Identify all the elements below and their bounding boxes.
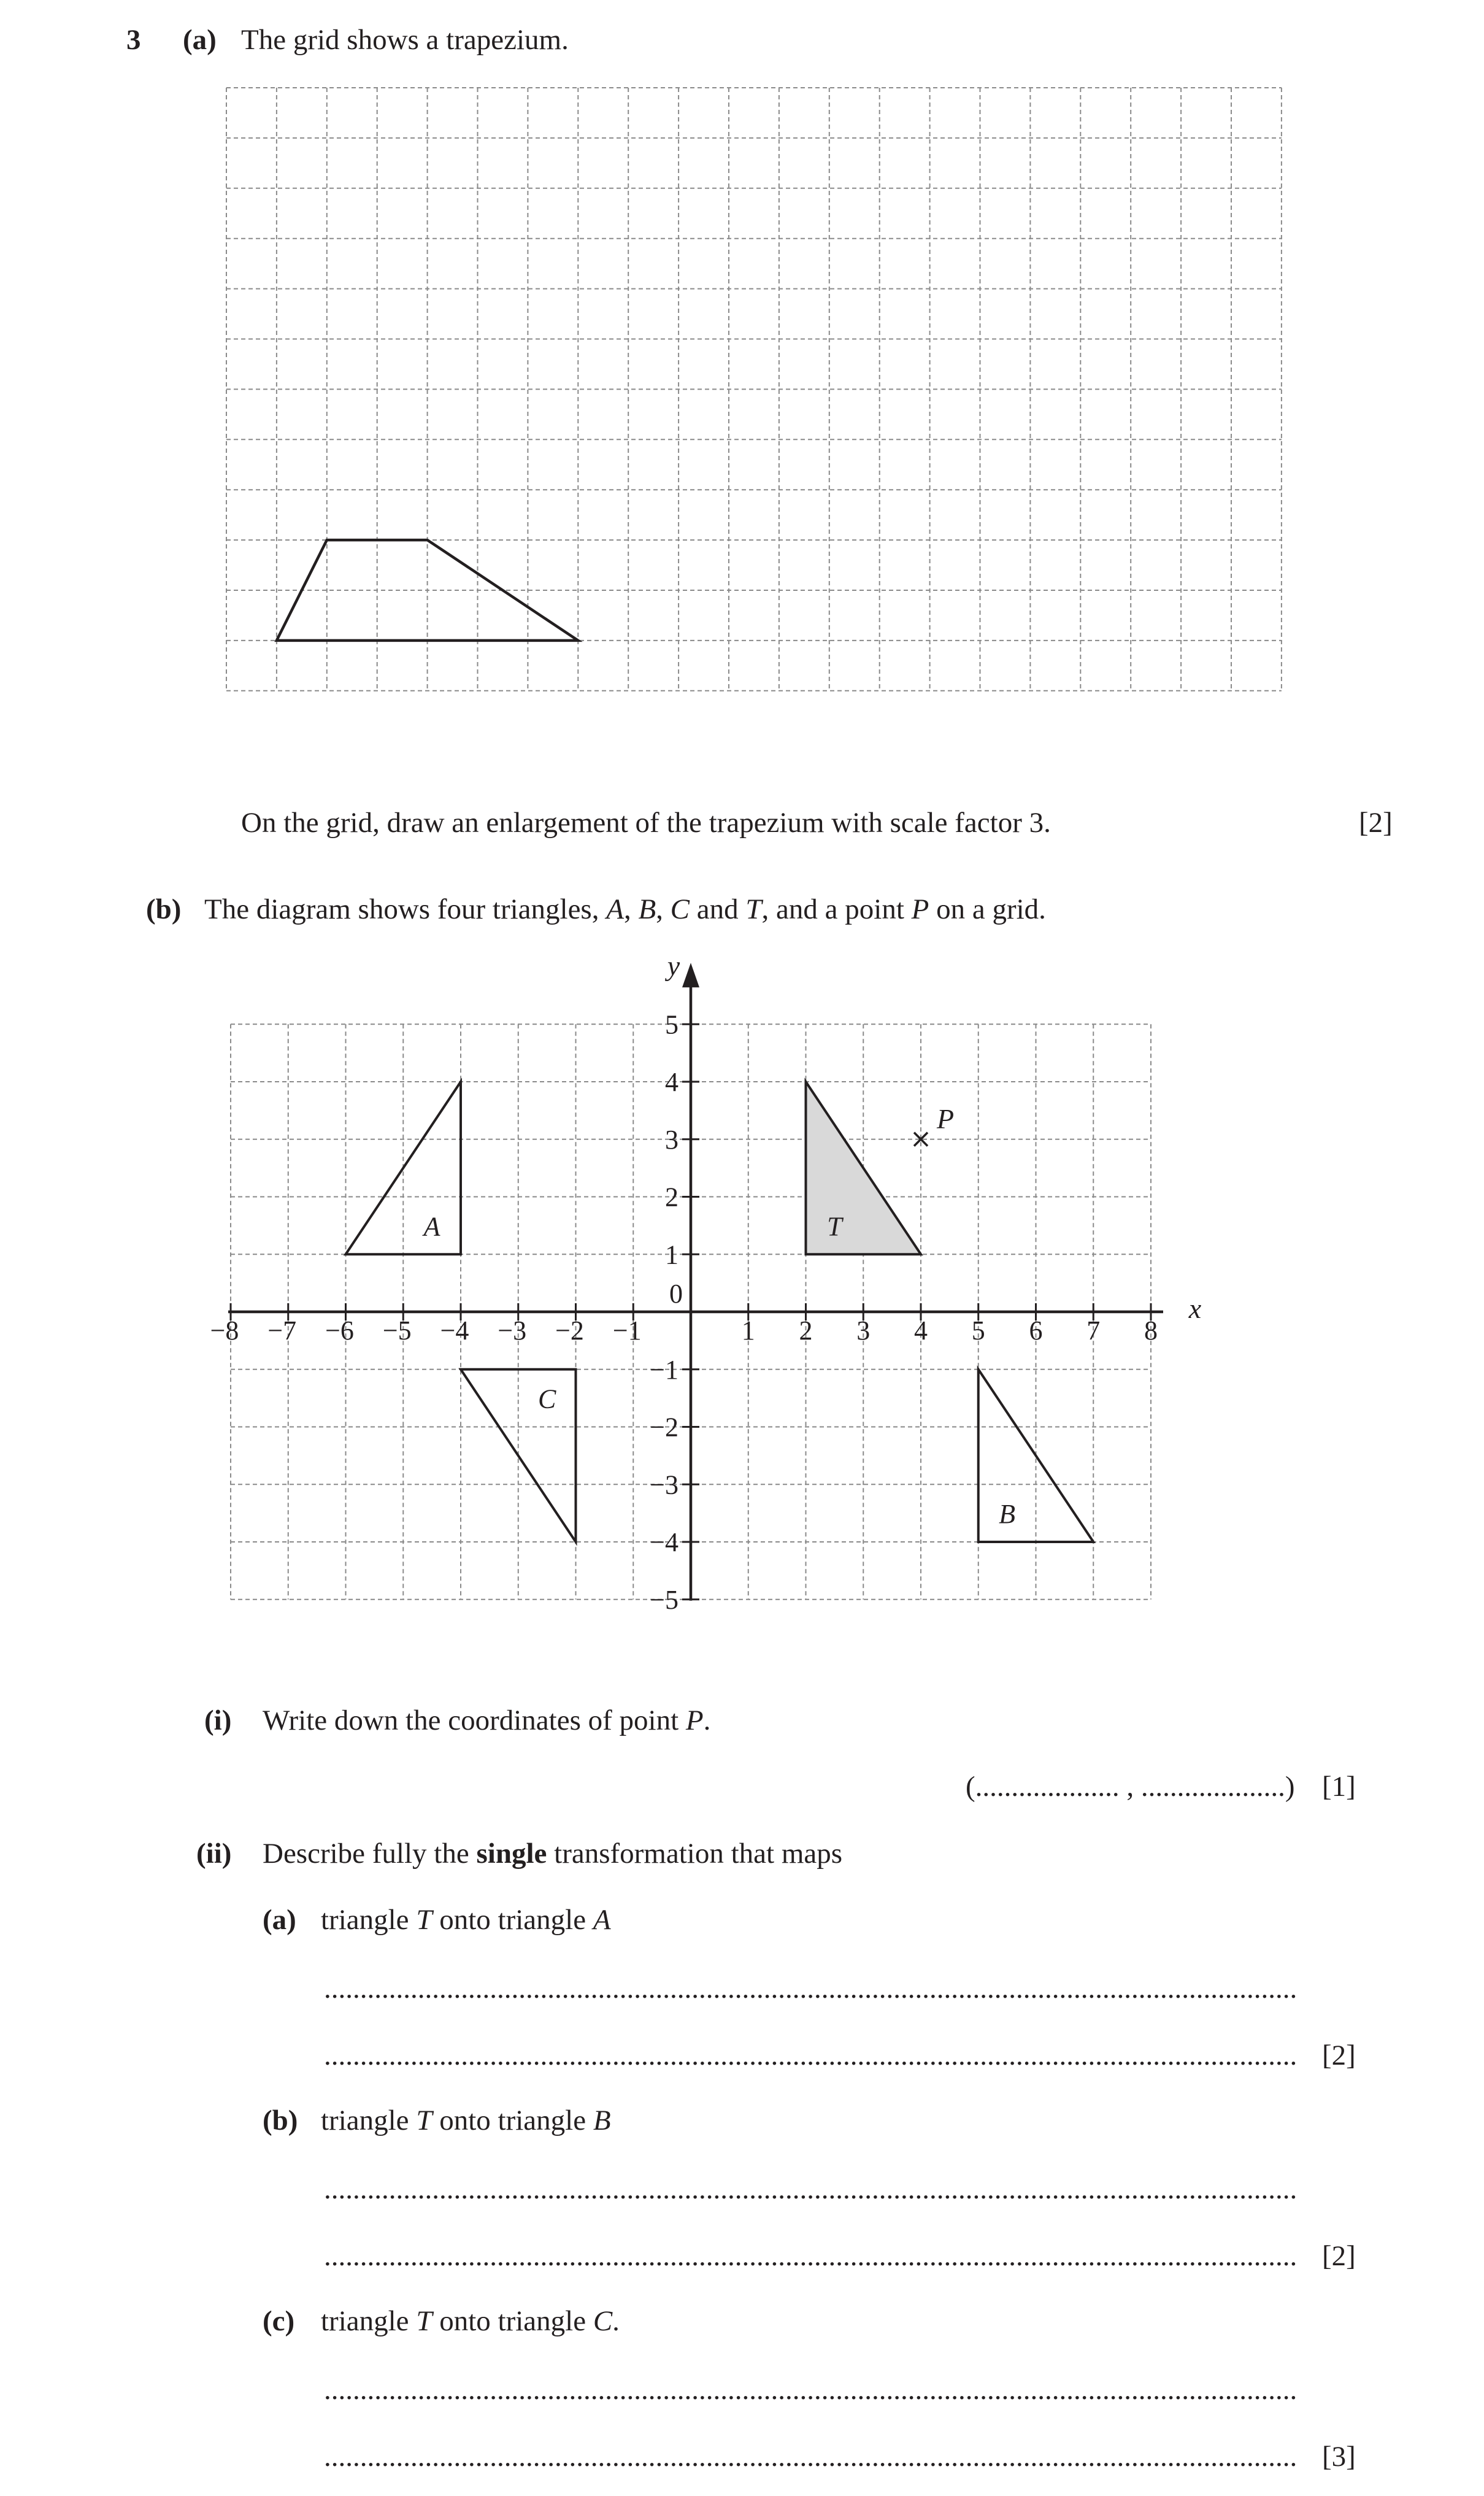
x-tick-label: −7 <box>267 1315 297 1346</box>
answer-line-b-2[interactable]: ....................................................................................................................................... <box>324 2240 1298 2272</box>
sub-ii-b-label: (b) <box>263 2105 298 2136</box>
y-tick-label: 5 <box>665 1009 679 1040</box>
x-tick-label: 8 <box>1144 1315 1158 1346</box>
x-tick-label: 3 <box>856 1315 871 1346</box>
x-tick-label: 5 <box>971 1315 985 1346</box>
part-b-intro: The diagram shows four triangles, A, B, C and T, and a point P on a grid. <box>204 893 1046 925</box>
x-axis-label: x <box>1188 1293 1202 1324</box>
sub-ii-text: Describe fully the single transformation that maps <box>263 1838 843 1870</box>
answer-line-a-2[interactable]: ....................................................................................................................................... <box>324 2040 1298 2071</box>
sub-ii-label: (ii) <box>196 1838 232 1870</box>
x-tick-label: −8 <box>210 1315 239 1346</box>
answer-line-c-2[interactable]: ....................................................................................................................................... <box>324 2441 1298 2473</box>
y-tick-label: −2 <box>650 1412 679 1443</box>
y-tick-label: 2 <box>665 1182 679 1212</box>
y-tick-label: 1 <box>665 1239 679 1270</box>
sub-ii-a-marks: [2] <box>1322 2040 1356 2071</box>
x-tick-label: 4 <box>914 1315 928 1346</box>
sub-i-text: Write down the coordinates of point P. <box>263 1704 711 1736</box>
x-tick-label: 7 <box>1086 1315 1101 1346</box>
sub-ii-c-text: triangle T onto triangle C. <box>321 2305 620 2337</box>
y-tick-label: 3 <box>665 1124 679 1155</box>
y-axis-arrow-icon <box>682 963 699 987</box>
triangle-label-c: C <box>537 1384 556 1414</box>
sub-i-label: (i) <box>204 1704 232 1736</box>
x-tick-label: −2 <box>555 1315 584 1346</box>
x-tick-label: 1 <box>741 1315 755 1346</box>
sub-ii-a-label: (a) <box>263 1904 296 1936</box>
y-tick-label: −1 <box>650 1354 679 1385</box>
y-tick-label: −3 <box>650 1469 679 1500</box>
part-a-label: (a) <box>183 24 217 56</box>
point-p-label: P <box>936 1103 955 1134</box>
sub-i-marks: [1] <box>1322 1771 1356 1803</box>
answer-line-c-1[interactable]: ....................................................................................................................................... <box>324 2374 1298 2406</box>
sub-ii-b-marks: [2] <box>1322 2240 1356 2272</box>
y-tick-label: 4 <box>665 1067 679 1097</box>
answer-line-b-1[interactable]: ....................................................................................................................................... <box>324 2173 1298 2205</box>
y-tick-label: −5 <box>650 1584 679 1615</box>
sub-ii-b-text: triangle T onto triangle B <box>321 2105 611 2136</box>
x-tick-label: 6 <box>1029 1315 1043 1346</box>
x-tick-label: −5 <box>382 1315 412 1346</box>
part-a-marks: [2] <box>1359 807 1393 839</box>
question-number: 3 <box>126 24 141 56</box>
part-a-instruction: On the grid, draw an enlargement of the trapezium with scale factor 3. <box>241 807 1051 839</box>
x-tick-label: −6 <box>325 1315 354 1346</box>
answer-line-a-1[interactable]: ....................................................................................................................................... <box>324 1973 1298 2005</box>
x-tick-label: −4 <box>440 1315 469 1346</box>
part-b-label: (b) <box>146 893 182 925</box>
triangle-label-a: A <box>423 1211 440 1242</box>
sub-ii-c-marks: [3] <box>1322 2441 1356 2473</box>
sub-ii-c-label: (c) <box>263 2305 295 2337</box>
coordinates-answer-line[interactable]: (.................... , ....................) <box>966 1771 1295 1803</box>
y-tick-label: −4 <box>650 1527 679 1557</box>
origin-label: 0 <box>669 1279 683 1309</box>
triangle-label-b: B <box>999 1499 1016 1530</box>
x-tick-label: 2 <box>799 1315 813 1346</box>
part-a-intro: The grid shows a trapezium. <box>241 24 569 56</box>
sub-ii-a-text: triangle T onto triangle A <box>321 1904 611 1936</box>
triangle-label-t: T <box>827 1211 842 1242</box>
x-tick-label: −1 <box>612 1315 642 1346</box>
x-tick-label: −3 <box>498 1315 527 1346</box>
y-axis-label: y <box>667 950 680 982</box>
